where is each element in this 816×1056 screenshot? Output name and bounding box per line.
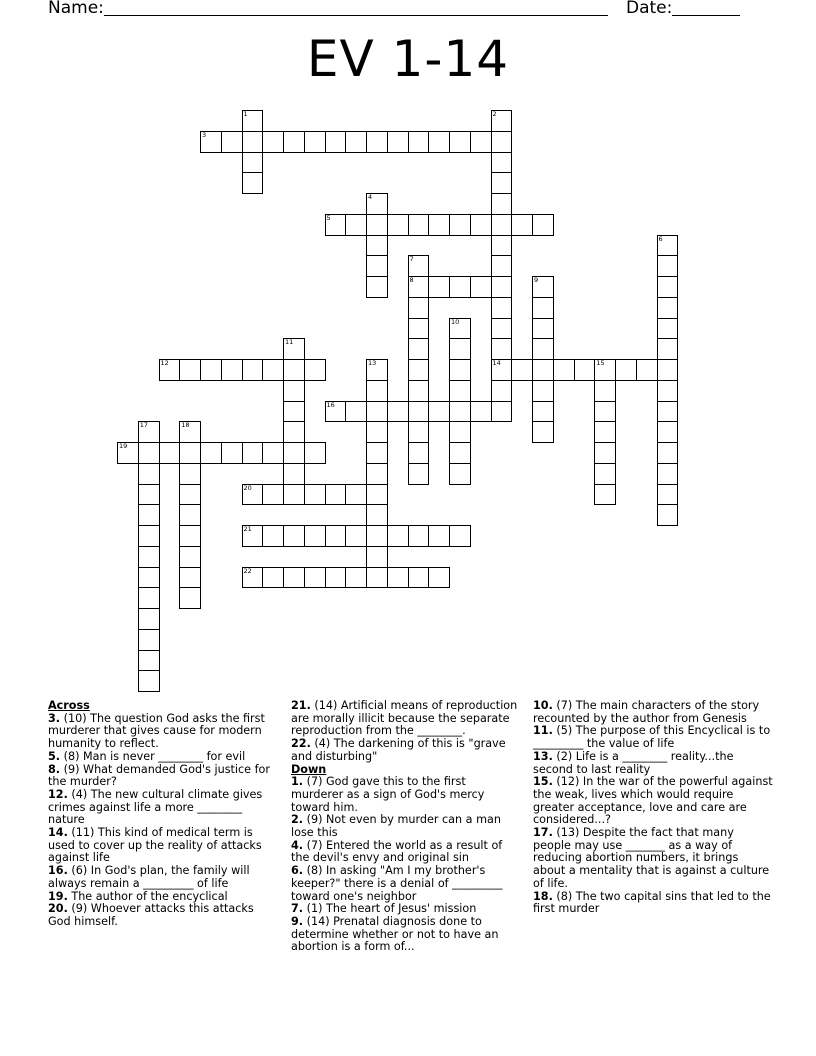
grid-cell[interactable] — [283, 421, 305, 443]
cell-number: 9 — [534, 276, 539, 284]
grid-cell[interactable] — [366, 442, 388, 464]
cell-number: 4 — [368, 193, 373, 201]
grid-cell[interactable] — [532, 359, 554, 381]
clue-number: 12. — [48, 787, 68, 801]
grid-cell[interactable] — [657, 276, 679, 298]
grid-cell[interactable] — [179, 567, 201, 589]
grid-cell[interactable] — [594, 421, 616, 443]
cell-number: 7 — [409, 255, 414, 264]
grid-cell[interactable] — [242, 359, 264, 381]
grid-cell[interactable] — [304, 525, 326, 547]
clue-text: (14) Prenatal diagnosis done to determine whether or not to have an abortion is a form of... — [291, 914, 499, 954]
clue-number: 6. — [291, 864, 304, 878]
grid-cell[interactable] — [345, 567, 367, 589]
cell-number: 13 — [368, 359, 377, 367]
grid-cell[interactable] — [179, 463, 201, 485]
down-clue — [533, 725, 773, 750]
grid-cell[interactable] — [221, 442, 243, 464]
grid-cell[interactable] — [366, 421, 388, 443]
down-clue — [291, 776, 521, 814]
across-clue — [291, 700, 521, 738]
grid-cell[interactable] — [283, 131, 305, 153]
clue-text: (9) What demanded God's justice for the murder? — [48, 762, 270, 789]
clue-text: (12) In the war of the powerful against the weak, lives which would require greater acceptance, love and care are considered...? — [533, 775, 773, 827]
grid-cell[interactable] — [428, 525, 450, 547]
grid-cell[interactable] — [366, 214, 388, 236]
grid-cell[interactable] — [366, 484, 388, 506]
name-label: Name: — [48, 0, 104, 18]
clue-number: 5. — [48, 749, 61, 763]
clue-text: (8) The two capital sins that led to the first murder — [533, 889, 771, 916]
clue-text: (7) The main characters of the story recounted by the author from Genesis — [533, 699, 760, 725]
clue-number: 15. — [533, 775, 553, 789]
grid-cell[interactable] — [366, 193, 388, 215]
cell-number: 1 — [243, 110, 248, 118]
grid-cell[interactable] — [159, 359, 181, 381]
grid-cell[interactable] — [262, 525, 284, 547]
grid-cell[interactable] — [491, 131, 513, 153]
grid-cell[interactable] — [304, 359, 326, 381]
grid-cell[interactable] — [366, 504, 388, 526]
grid-cell[interactable] — [532, 318, 554, 340]
grid-cell[interactable] — [262, 131, 284, 153]
grid-cell[interactable] — [491, 401, 513, 423]
grid-cell[interactable] — [408, 401, 430, 423]
grid-cell[interactable] — [345, 131, 367, 153]
grid-cell[interactable] — [491, 193, 513, 215]
cell-number: 2 — [492, 110, 497, 118]
clue-text: (4) The darkening of this is "grave and disturbing" — [291, 737, 506, 763]
grid-cell[interactable] — [242, 525, 264, 547]
grid-cell[interactable] — [283, 463, 305, 485]
grid-cell[interactable] — [594, 463, 616, 485]
grid-cell[interactable] — [262, 484, 284, 506]
grid-cell[interactable] — [179, 587, 201, 609]
clue-number: 1. — [291, 775, 304, 789]
cell-number: 5 — [326, 213, 331, 222]
grid-cell[interactable] — [138, 670, 160, 692]
clue-text: (7) Entered the world as a result of the devil's envy and original sin — [291, 838, 503, 865]
grid-cell[interactable] — [387, 567, 409, 589]
grid-cell[interactable] — [574, 359, 596, 381]
cell-number: 16 — [326, 400, 335, 409]
grid-cell[interactable] — [449, 525, 471, 547]
clue-list-down-b — [533, 700, 773, 916]
grid-cell[interactable] — [408, 338, 430, 360]
grid-cell[interactable] — [553, 359, 575, 381]
grid-cell[interactable] — [387, 214, 409, 236]
grid-cell[interactable] — [242, 131, 264, 153]
grid-cell[interactable] — [304, 131, 326, 153]
grid-cell[interactable] — [283, 567, 305, 589]
grid-cell[interactable] — [138, 525, 160, 547]
grid-cell[interactable] — [491, 338, 513, 360]
grid-cell[interactable] — [594, 442, 616, 464]
grid-cell[interactable] — [262, 567, 284, 589]
grid-cell[interactable] — [366, 380, 388, 402]
date-label: Date: — [626, 0, 673, 18]
cell-number: 6 — [658, 234, 663, 243]
grid-cell[interactable] — [657, 235, 679, 257]
cell-number: 10 — [451, 317, 460, 326]
cell-number: 17 — [139, 421, 149, 430]
grid-cell[interactable] — [657, 380, 679, 402]
down-clue — [533, 891, 773, 916]
across-clue — [291, 738, 521, 763]
grid-cell[interactable] — [138, 504, 160, 526]
grid-cell[interactable] — [242, 484, 264, 506]
grid-cell[interactable] — [242, 152, 264, 174]
clue-list-across-b — [291, 700, 521, 764]
grid-cell[interactable] — [138, 463, 160, 485]
grid-cell[interactable] — [532, 338, 554, 360]
grid-cell[interactable] — [428, 401, 450, 423]
grid-cell[interactable] — [304, 484, 326, 506]
clue-text: (1) The heart of Jesus' mission — [303, 902, 477, 916]
down-clue — [533, 700, 773, 725]
grid-cell[interactable] — [283, 442, 305, 464]
grid-cell[interactable] — [366, 131, 388, 153]
grid-cell[interactable] — [408, 525, 430, 547]
grid-cell[interactable] — [532, 401, 554, 423]
cell-number: 11 — [285, 338, 294, 347]
grid-cell[interactable] — [138, 587, 160, 609]
grid-cell[interactable] — [221, 131, 243, 153]
grid-cell[interactable] — [200, 442, 222, 464]
clue-number: 7. — [291, 902, 304, 916]
clue-number: 11. — [533, 724, 553, 738]
grid-cell[interactable] — [366, 401, 388, 423]
clues-column-2 — [291, 700, 521, 954]
clue-text: (11) This kind of medical term is used to cover up the reality of attacks against life — [48, 826, 262, 865]
across-heading: Across — [48, 699, 90, 712]
grid-cell[interactable] — [325, 525, 347, 547]
grid-cell[interactable] — [408, 318, 430, 340]
grid-cell[interactable] — [449, 318, 471, 340]
clue-text: (8) In asking "Am I my brother's keeper?" there is a denial of _________ toward one's neighbor — [291, 864, 503, 903]
grid-cell[interactable] — [138, 484, 160, 506]
clue-number: 9. — [291, 914, 304, 928]
grid-cell[interactable] — [636, 359, 658, 381]
puzzle-title: EV 1-14 — [306, 30, 510, 88]
grid-cell[interactable] — [283, 401, 305, 423]
cell-number: 21 — [243, 525, 252, 533]
grid-cell[interactable] — [345, 401, 367, 423]
grid-cell[interactable] — [345, 525, 367, 547]
across-clue — [48, 789, 272, 827]
clue-text: (9) Whoever attacks this attacks God himself. — [48, 902, 254, 928]
grid-cell[interactable] — [366, 359, 388, 381]
grid-cell[interactable] — [449, 276, 471, 298]
clue-number: 3. — [48, 711, 61, 725]
across-clue — [48, 903, 272, 928]
clue-text: (7) God gave this to the first murderer as a sign of God's mercy toward him. — [291, 775, 485, 814]
clue-number: 4. — [291, 838, 304, 852]
grid-cell[interactable] — [408, 131, 430, 153]
down-clue — [291, 814, 521, 839]
grid-cell[interactable] — [491, 214, 513, 236]
grid-cell[interactable] — [304, 567, 326, 589]
grid-cell[interactable] — [594, 380, 616, 402]
cell-number: 18 — [181, 421, 190, 430]
clue-number: 2. — [291, 813, 304, 827]
grid-cell[interactable] — [491, 110, 513, 132]
grid-cell[interactable] — [615, 359, 637, 381]
grid-cell[interactable] — [491, 276, 513, 298]
grid-cell[interactable] — [657, 421, 679, 443]
clue-text: The author of the encyclical — [67, 889, 228, 903]
grid-cell[interactable] — [511, 359, 533, 381]
cell-number: 14 — [492, 359, 501, 367]
grid-cell[interactable] — [117, 442, 139, 464]
grid-cell[interactable] — [470, 401, 492, 423]
grid-cell[interactable] — [138, 567, 160, 589]
grid-cell[interactable] — [366, 567, 388, 589]
grid-cell[interactable] — [242, 567, 264, 589]
across-clue — [48, 827, 272, 865]
grid-cell[interactable] — [491, 297, 513, 319]
grid-cell[interactable] — [179, 359, 201, 381]
grid-cell[interactable] — [138, 629, 160, 651]
across-clue — [48, 764, 272, 789]
grid-cell[interactable] — [325, 131, 347, 153]
grid-cell[interactable] — [325, 401, 347, 423]
grid-cell[interactable] — [594, 401, 616, 423]
grid-cell[interactable] — [283, 484, 305, 506]
grid-cell[interactable] — [262, 442, 284, 464]
grid-cell[interactable] — [200, 131, 222, 153]
grid-cell[interactable] — [532, 214, 554, 236]
grid-cell[interactable] — [179, 546, 201, 568]
grid-cell[interactable] — [491, 235, 513, 257]
grid-cell[interactable] — [408, 359, 430, 381]
grid-cell[interactable] — [532, 380, 554, 402]
grid-cell[interactable] — [511, 214, 533, 236]
clues-column-1 — [48, 700, 272, 929]
grid-cell[interactable] — [449, 359, 471, 381]
grid-cell[interactable] — [408, 567, 430, 589]
grid-cell[interactable] — [325, 484, 347, 506]
grid-cell[interactable] — [242, 172, 264, 194]
grid-cell[interactable] — [179, 525, 201, 547]
grid-cell[interactable] — [657, 463, 679, 485]
grid-cell[interactable] — [138, 546, 160, 568]
clue-number: 13. — [533, 749, 553, 763]
grid-cell[interactable] — [408, 255, 430, 277]
grid-cell[interactable] — [449, 131, 471, 153]
grid-cell[interactable] — [283, 338, 305, 360]
down-clue — [533, 776, 773, 827]
clue-text: (6) In God's plan, the family will always remain a _________ of life — [48, 864, 250, 890]
grid-cell[interactable] — [532, 276, 554, 298]
cell-number: 12 — [160, 359, 169, 367]
grid-cell[interactable] — [283, 359, 305, 381]
grid-cell[interactable] — [408, 276, 430, 298]
grid-cell[interactable] — [449, 380, 471, 402]
grid-cell[interactable] — [657, 297, 679, 319]
grid-cell[interactable] — [366, 235, 388, 257]
grid-cell[interactable] — [262, 359, 284, 381]
grid-cell[interactable] — [304, 442, 326, 464]
grid-cell[interactable] — [345, 214, 367, 236]
grid-cell[interactable] — [179, 504, 201, 526]
grid-cell[interactable] — [366, 276, 388, 298]
grid-cell[interactable] — [657, 338, 679, 360]
grid-cell[interactable] — [491, 380, 513, 402]
grid-cell[interactable] — [408, 421, 430, 443]
grid-cell[interactable] — [470, 131, 492, 153]
grid-cell[interactable] — [470, 276, 492, 298]
grid-cell[interactable] — [594, 359, 616, 381]
grid-cell[interactable] — [138, 608, 160, 630]
down-heading: Down — [291, 762, 327, 776]
clue-text: (5) The purpose of this Encyclical is to _________ the value of life — [533, 724, 771, 751]
cell-number: 15 — [596, 359, 605, 367]
grid-cell[interactable] — [408, 214, 430, 236]
grid-cell[interactable] — [242, 110, 264, 132]
clue-number: 20. — [48, 902, 68, 916]
clue-number: 8. — [48, 762, 61, 776]
grid-cell[interactable] — [491, 172, 513, 194]
grid-cell[interactable] — [366, 255, 388, 277]
clue-list-down-a — [291, 776, 521, 954]
down-clue — [533, 751, 773, 776]
clue-number: 19. — [48, 889, 68, 903]
grid-cell[interactable] — [179, 442, 201, 464]
grid-cell[interactable] — [387, 525, 409, 547]
grid-cell[interactable] — [491, 318, 513, 340]
grid-cell[interactable] — [657, 318, 679, 340]
clue-text: (14) Artificial means of reproduction are morally illicit because the separate reproduction from the ________. — [291, 699, 518, 738]
grid-cell[interactable] — [657, 359, 679, 381]
grid-cell[interactable] — [428, 214, 450, 236]
across-clue — [48, 713, 272, 751]
clue-number: 22. — [291, 737, 311, 751]
grid-cell[interactable] — [138, 421, 160, 443]
clue-text: (2) Life is a ________ reality...the second to last reality — [533, 749, 734, 776]
grid-cell[interactable] — [657, 504, 679, 526]
grid-cell[interactable] — [449, 442, 471, 464]
grid-cell[interactable] — [138, 650, 160, 672]
grid-cell[interactable] — [200, 359, 222, 381]
down-clue — [291, 916, 521, 954]
cell-number: 22 — [243, 566, 252, 575]
grid-cell[interactable] — [283, 525, 305, 547]
across-clue — [48, 865, 272, 890]
clue-text: (10) The question God asks the first murderer that gives cause for modern humanity to reflect. — [48, 711, 265, 751]
clue-number: 10. — [533, 699, 553, 712]
clue-number: 21. — [291, 699, 311, 712]
clue-number: 17. — [533, 826, 553, 840]
grid-cell[interactable] — [387, 131, 409, 153]
grid-cell[interactable] — [366, 463, 388, 485]
grid-cell[interactable] — [428, 567, 450, 589]
clue-number: 18. — [533, 889, 553, 903]
grid-cell[interactable] — [657, 255, 679, 277]
grid-cell[interactable] — [221, 359, 243, 381]
clue-text: (13) Despite the fact that many people may use _______ as a way of reducing abortion numbers, it brings about a mentality that is against a culture of life. — [533, 826, 770, 890]
down-clue — [291, 865, 521, 903]
grid-cell[interactable] — [242, 442, 264, 464]
clue-list-across-a — [48, 713, 272, 929]
grid-cell[interactable] — [449, 214, 471, 236]
grid-cell[interactable] — [491, 359, 513, 381]
grid-cell[interactable] — [532, 297, 554, 319]
grid-cell[interactable] — [449, 401, 471, 423]
cell-number: 20 — [243, 483, 252, 492]
cell-number: 3 — [202, 130, 207, 139]
grid-cell[interactable] — [532, 421, 554, 443]
grid-cell[interactable] — [366, 546, 388, 568]
grid-cell[interactable] — [657, 442, 679, 464]
grid-cell[interactable] — [449, 463, 471, 485]
grid-cell[interactable] — [283, 380, 305, 402]
clue-text: (4) The new cultural climate gives crimes against life a more ________ nature — [48, 787, 263, 827]
grid-cell[interactable] — [449, 421, 471, 443]
grid-cell[interactable] — [594, 484, 616, 506]
grid-cell[interactable] — [657, 484, 679, 506]
clues-column-3 — [533, 700, 773, 916]
clue-text: (8) Man is never ________ for evil — [60, 749, 246, 763]
grid-cell[interactable] — [179, 484, 201, 506]
grid-cell[interactable] — [449, 338, 471, 360]
grid-cell[interactable] — [408, 380, 430, 402]
grid-cell[interactable] — [470, 214, 492, 236]
grid-cell[interactable] — [491, 152, 513, 174]
clue-text: (9) Not even by murder can a man lose this — [291, 813, 501, 840]
grid-cell[interactable] — [325, 567, 347, 589]
grid-cell[interactable] — [179, 421, 201, 443]
grid-cell[interactable] — [366, 525, 388, 547]
grid-cell[interactable] — [428, 276, 450, 298]
cell-number: 19 — [119, 442, 128, 450]
grid-cell[interactable] — [345, 484, 367, 506]
grid-cell[interactable] — [138, 442, 160, 464]
grid-cell[interactable] — [159, 442, 181, 464]
clue-number: 14. — [48, 826, 68, 840]
down-clue — [291, 840, 521, 865]
down-clue — [533, 827, 773, 891]
grid-cell[interactable] — [325, 214, 347, 236]
grid-cell[interactable] — [657, 401, 679, 423]
grid-cell[interactable] — [408, 463, 430, 485]
grid-cell[interactable] — [408, 297, 430, 319]
clue-number: 16. — [48, 864, 68, 878]
cell-number: 8 — [409, 276, 414, 284]
grid-cell[interactable] — [428, 131, 450, 153]
grid-cell[interactable] — [491, 255, 513, 277]
grid-cell[interactable] — [408, 442, 430, 464]
grid-cell[interactable] — [387, 401, 409, 423]
